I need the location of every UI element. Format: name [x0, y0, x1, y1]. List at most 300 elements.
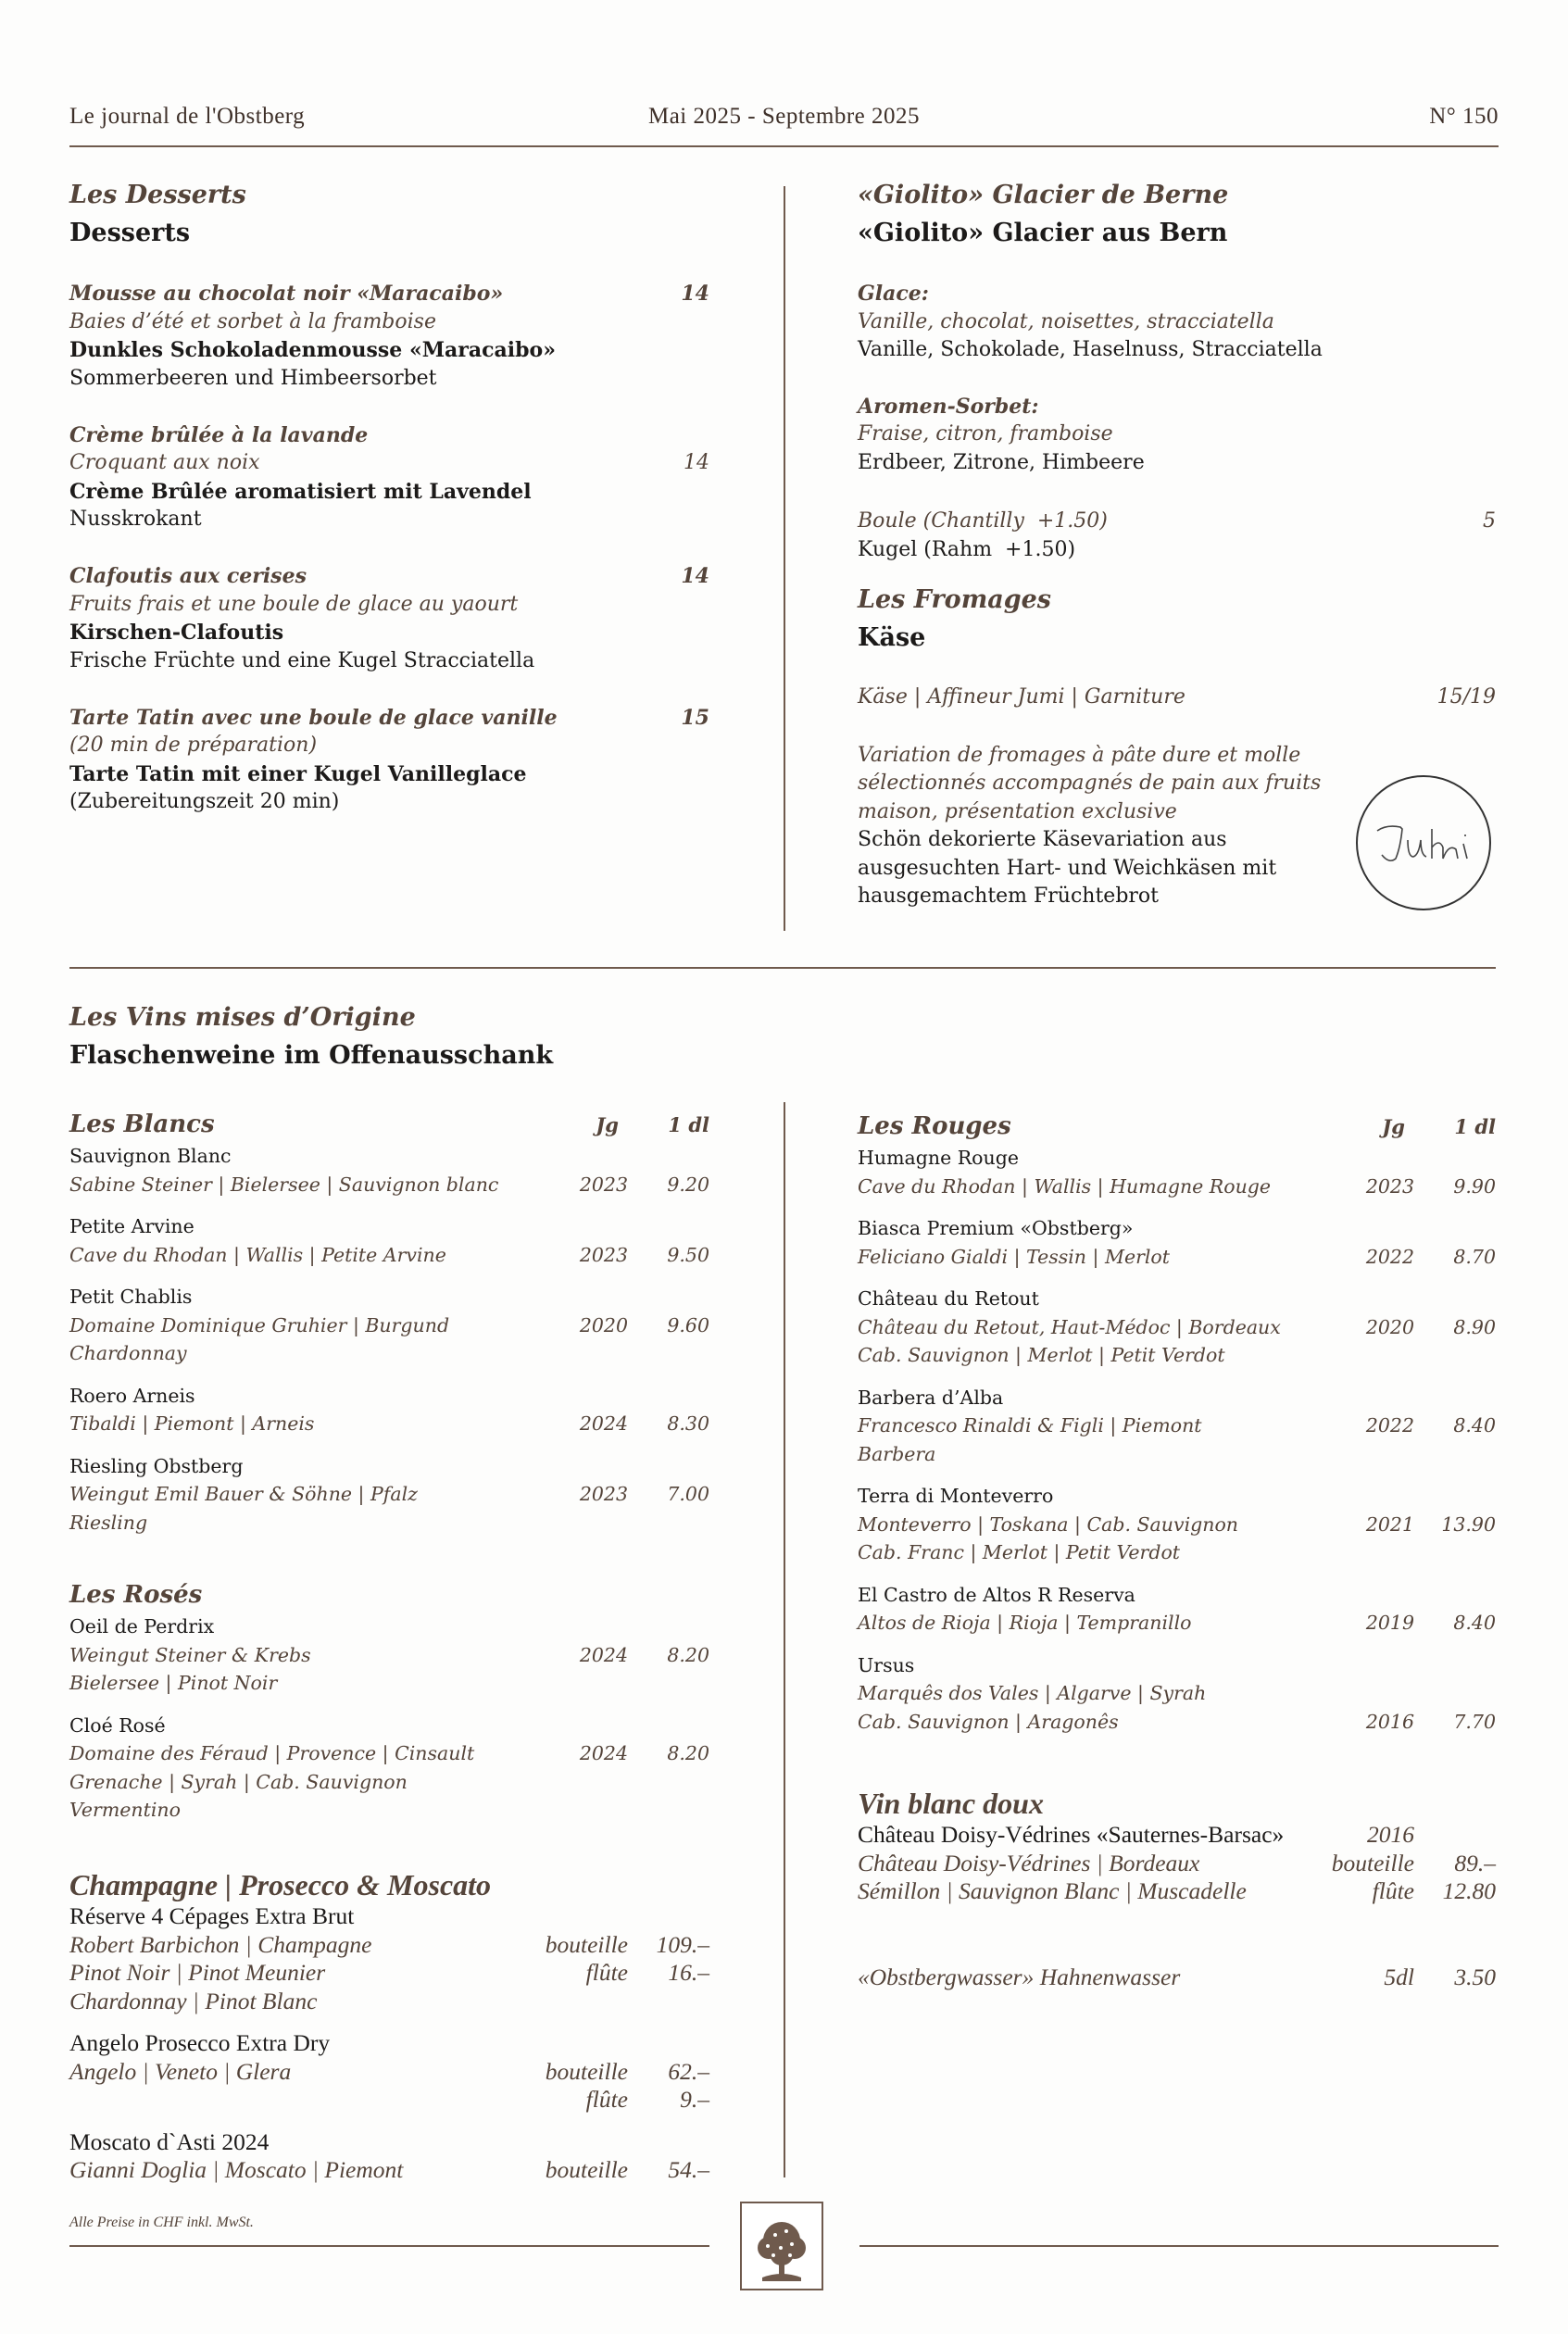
- year-column-header: Jg: [1382, 1115, 1405, 1138]
- wine-detail-row: [858, 1313, 1496, 1342]
- wine-price: 9.90: [1453, 1174, 1496, 1198]
- wine-vintage-or-size: 2024: [579, 1412, 628, 1435]
- blancs-title-text: Les Blancs: [69, 1111, 215, 1138]
- dessert-item: [69, 562, 709, 675]
- wine-name-row: [858, 1285, 1496, 1313]
- wine-detail-row: [69, 1768, 709, 1797]
- wine-vintage: [531, 2029, 628, 2058]
- dessert-text: Crème brûlée à la lavande: [69, 422, 369, 447]
- wine-detail: Altos de Rioja | Rioja | Tempranillo: [858, 1612, 1192, 1634]
- dessert-line: [69, 308, 709, 337]
- wine-name: Petite Arvine: [69, 1215, 194, 1237]
- wine-item: [69, 1212, 709, 1269]
- wine-detail-row: [858, 1511, 1496, 1539]
- champagne-title-text: Champagne | Prosecco & Moscato: [69, 1868, 492, 1901]
- wine-empty: [628, 1283, 709, 1311]
- tree-logo-icon: [740, 2202, 823, 2290]
- wine-vintage-or-size: 2023: [1365, 1174, 1414, 1198]
- wine-detail: Feliciano Gialdi | Tessin | Merlot: [858, 1245, 1171, 1268]
- wine-price: 62.–: [668, 2057, 709, 2085]
- wine-detail-row: [69, 1988, 709, 2016]
- boule-price: 5: [1483, 509, 1496, 533]
- wine-empty: [628, 1712, 709, 1740]
- wine-detail: Bielersee | Pinot Noir: [69, 1672, 278, 1694]
- wine-name-row: [858, 1214, 1496, 1243]
- dessert-line: [69, 365, 709, 394]
- wine-detail: Sémillon | Sauvignon Blanc | Muscadelle: [858, 1877, 1247, 1904]
- wine-vintage-or-size: bouteille: [545, 2156, 628, 2183]
- wine-vintage: [531, 1612, 628, 1641]
- doux-section: [858, 1787, 1496, 1920]
- wine-name: Château du Retout: [858, 1287, 1039, 1310]
- desc-fr-line: sélectionnés accompagnés de pain aux fruits: [858, 772, 1322, 795]
- wine-name: Ursus: [858, 1653, 915, 1676]
- wine-vintage-or-size: 2022: [1365, 1414, 1414, 1437]
- wine-empty: [1414, 1482, 1496, 1511]
- wine-vintage-or-size: [1317, 1538, 1414, 1567]
- wine-price: 9.50: [667, 1243, 709, 1266]
- desserts-title-de: Desserts: [69, 219, 191, 247]
- issue-period: Mai 2025 - Septembre 2025: [647, 104, 920, 129]
- wine-vintage-or-size: 2019: [1365, 1612, 1414, 1634]
- wine-name: Humagne Rouge: [858, 1147, 1019, 1169]
- wines-title-fr: Les Vins mises d’Origine: [69, 1003, 416, 1032]
- wine-name-row: [69, 1612, 709, 1641]
- wine-name: Terra di Monteverro: [858, 1485, 1054, 1507]
- wine-price: 109.–: [656, 1930, 709, 1958]
- wine-name-row: [858, 1821, 1496, 1850]
- roses-title-text: Les Rosés: [69, 1581, 203, 1609]
- wine-price: [1414, 1538, 1496, 1567]
- wine-vintage-or-size: [531, 1988, 628, 2016]
- column-divider-bottom: [784, 1102, 785, 2177]
- fromages-title-de: Käse: [858, 623, 926, 652]
- wine-vintage-or-size: 2020: [579, 1313, 628, 1336]
- wine-name-row: [69, 2029, 709, 2058]
- wine-detail-row: [69, 2086, 709, 2114]
- wine-vintage-or-size: 2024: [579, 1742, 628, 1764]
- wine-vintage: [531, 1902, 628, 1931]
- wine-price: 7.70: [1453, 1710, 1496, 1733]
- wine-detail-row: [858, 1243, 1496, 1272]
- dessert-text: Croquant aux noix: [69, 451, 260, 474]
- wine-vintage-or-size: flûte: [585, 2086, 628, 2113]
- wine-price: [1414, 1341, 1496, 1370]
- wine-name: Château Doisy-Védrines «Sauternes-Barsac»: [858, 1821, 1285, 1848]
- wine-detail: Chardonnay | Pinot Blanc: [69, 1987, 318, 2014]
- wine-detail: Cave du Rhodan | Wallis | Humagne Rouge: [858, 1174, 1272, 1198]
- roses-section: [69, 1578, 709, 1838]
- wine-item: [858, 1821, 1496, 1906]
- champagne-title: [69, 1868, 709, 1902]
- wine-name-row: [69, 1142, 709, 1171]
- wine-detail: Vermentino: [69, 1799, 181, 1821]
- glace-flavors-fr: Vanille, chocolat, noisettes, stracciatella: [858, 309, 1274, 333]
- wine-vintage: [531, 1452, 628, 1481]
- dessert-text: Sommerbeeren und Himbeersorbet: [69, 366, 437, 390]
- dessert-text: Tarte Tatin avec une boule de glace vanille: [69, 705, 558, 730]
- wine-vintage: [531, 1212, 628, 1241]
- wine-vintage-or-size: [1317, 1341, 1414, 1370]
- blancs-title: [69, 1108, 709, 1142]
- wine-detail: Francesco Rinaldi & Figli | Piemont: [858, 1414, 1202, 1437]
- dessert-text: Fruits frais et une boule de glace au yaourt: [69, 592, 519, 616]
- wine-empty: [1414, 1581, 1496, 1610]
- dessert-price: 14: [684, 451, 709, 474]
- wine-detail-row: [69, 1171, 709, 1199]
- wine-detail: [69, 2086, 531, 2114]
- dessert-text: Crème Brûlée aromatisiert mit Lavendel: [69, 479, 532, 504]
- wine-vintage: [1317, 1285, 1414, 1313]
- wine-vintage-or-size: [531, 1768, 628, 1797]
- wine-vintage-or-size: [531, 1669, 628, 1698]
- dessert-line: [69, 732, 709, 760]
- wine-detail-row: [69, 2156, 709, 2185]
- wine-detail: Sabine Steiner | Bielersee | Sauvignon blanc: [69, 1173, 499, 1196]
- wine-empty: [628, 1142, 709, 1171]
- dessert-text: Kirschen-Clafoutis: [69, 621, 284, 645]
- wine-vintage: [531, 1142, 628, 1171]
- wine-item: [69, 1612, 709, 1698]
- issue-number: N° 150: [1429, 104, 1499, 129]
- wine-detail-row: [858, 1877, 1496, 1906]
- wine-price: [1414, 1679, 1496, 1708]
- wine-vintage-or-size: bouteille: [545, 2057, 628, 2085]
- roses-title: [69, 1578, 709, 1612]
- wine-name: El Castro de Altos R Reserva: [858, 1583, 1135, 1606]
- wine-item: [69, 1283, 709, 1368]
- wine-detail: Weingut Steiner & Krebs: [69, 1643, 311, 1666]
- wine-vintage-or-size: [531, 1509, 628, 1537]
- wine-price: 8.20: [667, 1643, 709, 1666]
- wine-name-row: [69, 2128, 709, 2157]
- price-note: Alle Preise in CHF inkl. MwSt.: [69, 2215, 254, 2230]
- dessert-text: Frische Früchte und eine Kugel Stracciatella: [69, 648, 535, 672]
- dessert-text: Tarte Tatin mit einer Kugel Vanilleglace: [69, 761, 527, 786]
- wine-vintage: [1317, 1144, 1414, 1173]
- dessert-line: [69, 788, 709, 817]
- wine-item: [858, 1384, 1496, 1469]
- wine-item: [858, 1144, 1496, 1200]
- wine-price: 9.20: [667, 1173, 709, 1196]
- desc-de-line: Schön dekorierte Käsevariation aus: [858, 828, 1227, 851]
- dessert-text: Baies d’été et sorbet à la framboise: [69, 309, 436, 333]
- doux-title: [858, 1787, 1496, 1821]
- desc-fr-line: Variation de fromages à pâte dure et molle: [858, 743, 1301, 767]
- wine-price: [628, 1796, 709, 1825]
- blancs-section: [69, 1108, 709, 1550]
- wine-price: [628, 1988, 709, 2016]
- wine-price: 7.00: [667, 1483, 709, 1505]
- wine-vintage: [1317, 1581, 1414, 1610]
- wine-empty: [1414, 1285, 1496, 1313]
- wine-name-row: [69, 1283, 709, 1311]
- dessert-text: Nusskrokant: [69, 508, 202, 531]
- dessert-item: [69, 280, 709, 393]
- wine-name-row: [69, 1212, 709, 1241]
- wine-detail: Riesling: [69, 1511, 148, 1534]
- wine-name: Riesling Obstberg: [69, 1454, 244, 1477]
- dessert-text: Mousse au chocolat noir «Maracaibo»: [69, 282, 504, 306]
- wine-price: [628, 1768, 709, 1797]
- desserts-section: [69, 176, 709, 817]
- wine-detail: Cab. Sauvignon | Aragonês: [858, 1710, 1119, 1733]
- wine-detail: Monteverro | Toskana | Cab. Sauvignon: [858, 1512, 1238, 1536]
- wine-empty: [628, 2029, 709, 2058]
- wine-vintage-or-size: 2023: [579, 1483, 628, 1505]
- wine-detail-row: [69, 1311, 709, 1340]
- wine-detail-row: [858, 1440, 1496, 1469]
- wine-detail: Grenache | Syrah | Cab. Sauvignon: [69, 1770, 408, 1793]
- wine-detail: Pinot Noir | Pinot Meunier: [69, 1959, 326, 1986]
- wine-vintage-or-size: [1317, 1440, 1414, 1469]
- dessert-line: [69, 562, 709, 591]
- dessert-text: Clafoutis aux cerises: [69, 564, 307, 588]
- water-price: 3.50: [1454, 1964, 1496, 1990]
- wine-detail: Domaine Dominique Gruhier | Burgund: [69, 1313, 450, 1336]
- dessert-price: 15: [681, 705, 709, 730]
- section-rule: [69, 967, 1496, 969]
- wine-detail-row: [69, 1669, 709, 1698]
- wine-price: 12.80: [1442, 1877, 1496, 1904]
- wine-empty: [1414, 1214, 1496, 1243]
- glace-label: Glace:: [858, 282, 929, 306]
- wine-empty: [628, 1452, 709, 1481]
- wine-price: 89.–: [1454, 1849, 1496, 1876]
- wine-empty: [1414, 1651, 1496, 1680]
- wine-vintage-or-size: 2016: [1365, 1710, 1414, 1733]
- jumi-logo: [1354, 773, 1493, 912]
- wine-vintage-or-size: 2022: [1365, 1245, 1414, 1268]
- wine-vintage: [1317, 1384, 1414, 1412]
- wine-name-row: [858, 1651, 1496, 1680]
- footer-rule-right: [859, 2245, 1499, 2247]
- desc-de-line: ausgesuchten Hart- und Weichkäsen mit: [858, 856, 1277, 880]
- wine-price: 8.30: [667, 1412, 709, 1435]
- wine-detail-row: [858, 1609, 1496, 1638]
- rouges-title: [858, 1110, 1496, 1144]
- price-column-header: 1 dl: [668, 1113, 709, 1136]
- wine-item: [858, 1651, 1496, 1737]
- dessert-line: [69, 336, 709, 365]
- wine-price: 8.20: [667, 1742, 709, 1764]
- column-divider-top: [784, 186, 785, 931]
- wine-detail-row: [69, 1931, 709, 1960]
- wine-detail-row: [858, 1538, 1496, 1567]
- dessert-line: [69, 506, 709, 534]
- wine-empty: [628, 2128, 709, 2157]
- dessert-line: [69, 591, 709, 620]
- wine-detail: Cave du Rhodan | Wallis | Petite Arvine: [69, 1243, 446, 1266]
- wine-vintage: [1317, 1651, 1414, 1680]
- header-rule: [69, 145, 1499, 147]
- wine-item: [69, 2128, 709, 2185]
- wine-price: 9.–: [680, 2086, 709, 2113]
- wine-detail-row: [858, 1708, 1496, 1737]
- wine-detail-row: [69, 2058, 709, 2087]
- wine-detail-row: [69, 1241, 709, 1270]
- wine-vintage: [1317, 1214, 1414, 1243]
- dessert-price: 14: [681, 282, 709, 306]
- water-row: [858, 1964, 1496, 1992]
- glacier-title-de: «Giolito» Glacier aus Bern: [858, 219, 1228, 247]
- desc-de-line: hausgemachtem Früchtebrot: [858, 885, 1160, 908]
- dessert-text: Dunkles Schokoladenmousse «Maracaibo»: [69, 338, 556, 362]
- wine-detail: Tibaldi | Piemont | Arneis: [69, 1412, 315, 1435]
- rouges-title-text: Les Rouges: [858, 1112, 1011, 1140]
- wine-detail: Chardonnay: [69, 1342, 187, 1364]
- wine-item: [69, 1142, 709, 1198]
- wine-item: [69, 1452, 709, 1537]
- wine-vintage-or-size: 2023: [579, 1173, 628, 1196]
- wine-vintage-or-size: bouteille: [1331, 1849, 1414, 1876]
- wine-name: Oeil de Perdrix: [69, 1615, 215, 1638]
- wine-name-row: [69, 1902, 709, 1931]
- wine-vintage-or-size: bouteille: [545, 1930, 628, 1958]
- wine-detail-row: [69, 1959, 709, 1988]
- desserts-title-fr: Les Desserts: [69, 181, 246, 209]
- wine-vintage: [531, 2128, 628, 2157]
- journal-title: Le journal de l'Obstberg: [69, 104, 306, 129]
- dessert-line: [69, 280, 709, 308]
- boule-label: Boule (Chantilly +1.50): [858, 509, 1108, 533]
- wine-name-row: [858, 1384, 1496, 1412]
- wine-empty: [628, 1612, 709, 1641]
- dessert-item: [69, 421, 709, 534]
- wine-detail: Weingut Emil Bauer & Söhne | Pfalz: [69, 1483, 418, 1505]
- dessert-line: [69, 421, 709, 450]
- wine-vintage-or-size: [1317, 1679, 1414, 1708]
- wine-price: 8.90: [1453, 1315, 1496, 1338]
- wine-item: [69, 1902, 709, 2015]
- wine-detail-row: [69, 1410, 709, 1438]
- wine-item: [858, 1482, 1496, 1567]
- wine-price: 8.40: [1453, 1612, 1496, 1634]
- wine-name-row: [858, 1144, 1496, 1173]
- wine-name: Cloé Rosé: [69, 1713, 166, 1737]
- price-column-header: 1 dl: [1454, 1115, 1496, 1138]
- water-size: 5dl: [1384, 1964, 1414, 1990]
- wines-heading: [69, 998, 553, 1074]
- wine-empty: [1414, 1144, 1496, 1173]
- dessert-line: [69, 647, 709, 676]
- dessert-text: (Zubereitungszeit 20 min): [69, 790, 340, 813]
- wine-price: 8.70: [1453, 1245, 1496, 1268]
- wine-vintage-or-size: 2024: [579, 1643, 628, 1666]
- wine-detail-row: [69, 1339, 709, 1368]
- wine-detail: Angelo | Veneto | Glera: [69, 2057, 292, 2085]
- doux-title-text: Vin blanc doux: [858, 1787, 1044, 1820]
- wine-vintage: [531, 1283, 628, 1311]
- fromages-line-text: Käse | Affineur Jumi | Garniture: [858, 685, 1185, 709]
- wine-item: [858, 1581, 1496, 1638]
- wine-detail: Domaine des Féraud | Provence | Cinsault: [69, 1742, 475, 1764]
- dessert-line: [69, 449, 709, 478]
- wine-vintage: [1317, 1482, 1414, 1511]
- wine-empty: [1414, 1821, 1496, 1850]
- wine-name: Sauvignon Blanc: [69, 1145, 232, 1167]
- wine-name: Biasca Premium «Obstberg»: [858, 1217, 1134, 1239]
- fromages-line: [858, 684, 1496, 712]
- wine-item: [69, 2029, 709, 2114]
- dessert-line: [69, 478, 709, 507]
- wine-empty: [628, 1212, 709, 1241]
- wine-item: [858, 1285, 1496, 1370]
- wine-item: [69, 1382, 709, 1438]
- wine-vintage-or-size: [531, 1339, 628, 1368]
- wine-price: [628, 1339, 709, 1368]
- wine-empty: [628, 1902, 709, 1931]
- wine-detail-row: [858, 1850, 1496, 1878]
- footer-rule-left: [69, 2245, 709, 2247]
- kugel-de: Kugel (Rahm +1.50): [858, 537, 1076, 561]
- wine-empty: [1414, 1384, 1496, 1412]
- wine-detail: Château du Retout, Haut-Médoc | Bordeaux: [858, 1315, 1281, 1338]
- wine-detail-row: [69, 1509, 709, 1537]
- year-column-header: Jg: [596, 1113, 619, 1136]
- dessert-item: [69, 704, 709, 817]
- wine-detail-row: [69, 1739, 709, 1768]
- wine-detail-row: [858, 1341, 1496, 1370]
- wine-detail: Gianni Doglia | Moscato | Piemont: [69, 2156, 404, 2183]
- wine-name-row: [858, 1482, 1496, 1511]
- champagne-section: [69, 1868, 709, 2199]
- wine-price: [1414, 1440, 1496, 1469]
- wine-name: Petit Chablis: [69, 1286, 193, 1308]
- fromages-price: 15/19: [1436, 685, 1496, 709]
- sorbet-flavors-de: Erdbeer, Zitrone, Himbeere: [858, 450, 1145, 474]
- dessert-line: [69, 704, 709, 733]
- wine-detail-row: [858, 1173, 1496, 1201]
- wine-name: Moscato d`Asti 2024: [69, 2127, 270, 2155]
- wine-vintage-or-size: flûte: [1372, 1877, 1414, 1904]
- dessert-text: (20 min de préparation): [69, 734, 318, 757]
- wine-detail: Château Doisy-Védrines | Bordeaux: [858, 1849, 1200, 1876]
- wine-vintage-or-size: flûte: [585, 1959, 628, 1986]
- wine-detail-row: [69, 1480, 709, 1509]
- wine-detail-row: [858, 1679, 1496, 1708]
- wine-vintage: [531, 1712, 628, 1740]
- glacier-title-fr: «Giolito» Glacier de Berne: [858, 181, 1229, 209]
- wine-price: [628, 1669, 709, 1698]
- glace-flavors-de: Vanille, Schokolade, Haselnuss, Stracciatella: [858, 338, 1323, 361]
- fromages-title-fr: Les Fromages: [858, 585, 1052, 614]
- wine-detail-row: [69, 1796, 709, 1825]
- wine-detail: Barbera: [858, 1442, 936, 1465]
- wine-name: Roero Arneis: [69, 1384, 195, 1407]
- sorbet-flavors-fr: Fraise, citron, framboise: [858, 422, 1113, 445]
- wine-name-row: [69, 1382, 709, 1411]
- desserts-list: [69, 280, 709, 817]
- dessert-line: [69, 760, 709, 789]
- sorbet-label: Aromen-Sorbet:: [858, 394, 1039, 419]
- wine-detail: Cab. Franc | Merlot | Petit Verdot: [858, 1541, 1181, 1563]
- wine-item: [69, 1712, 709, 1825]
- wine-price: [628, 1509, 709, 1537]
- wine-vintage-or-size: 2023: [579, 1243, 628, 1266]
- desc-fr-line: maison, présentation exclusive: [858, 799, 1177, 823]
- wine-vintage: 2016: [1367, 1821, 1414, 1848]
- dessert-price: 14: [681, 564, 709, 588]
- wine-vintage-or-size: 2020: [1365, 1315, 1414, 1338]
- wine-empty: [628, 1382, 709, 1411]
- wine-name: Réserve 4 Cépages Extra Brut: [69, 1902, 355, 1929]
- wine-vintage-or-size: 2021: [1365, 1512, 1414, 1536]
- wine-price: 8.40: [1453, 1414, 1496, 1437]
- rouges-section: [858, 1110, 1496, 1750]
- water-label: «Obstbergwasser» Hahnenwasser: [858, 1964, 1181, 1990]
- wine-detail: Marquês dos Vales | Algarve | Syrah: [858, 1682, 1207, 1704]
